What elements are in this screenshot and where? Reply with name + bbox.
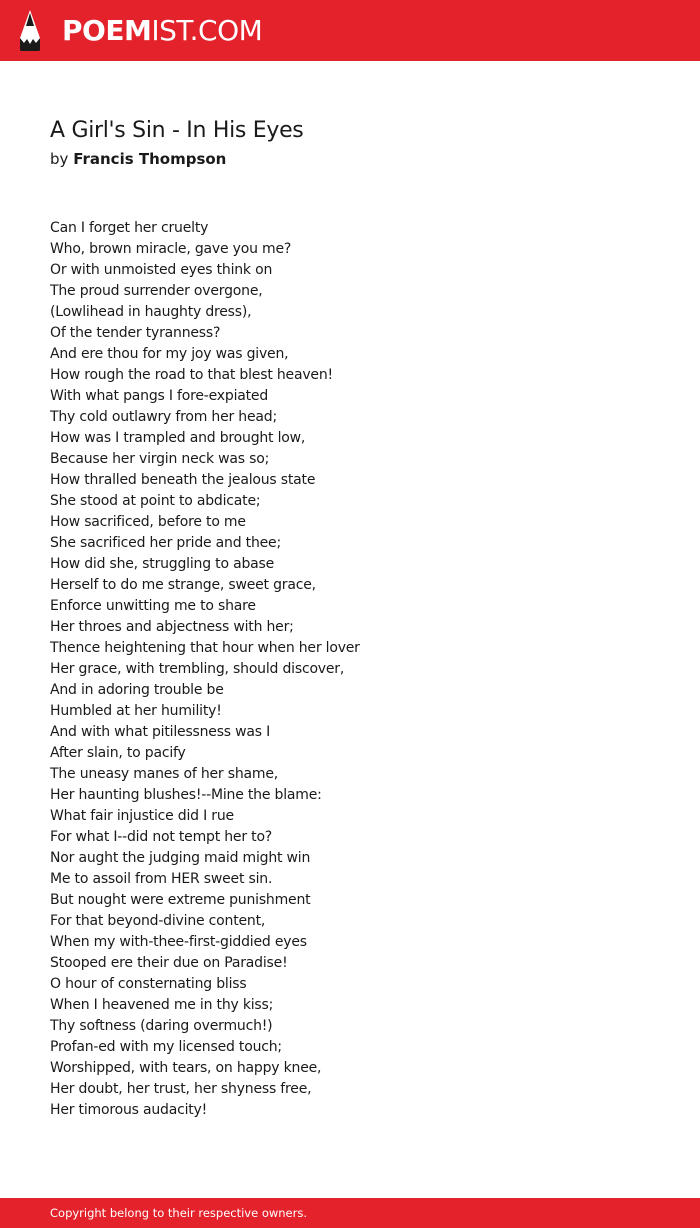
pen-nib-logo-icon[interactable] [17,9,43,52]
poem-line: And with what pitilessness was I [50,724,271,740]
poem-line: How did she, struggling to abase [50,556,275,572]
site-header [0,0,700,61]
logo-bold-part: POEM [62,14,152,47]
poem-body [50,218,670,1121]
poem-line: Her timorous audacity! [50,1102,208,1118]
poem-line: How rough the road to that blest heaven! [50,367,333,383]
poem-line: Worshipped, with tears, on happy knee, [50,1060,322,1076]
site-footer [0,1198,700,1228]
poem-line: Enforce unwitting me to share [50,598,256,614]
poem-line: The uneasy manes of her shame, [50,766,278,782]
copyright-text: Copyright belong to their respective owners. [50,1206,308,1220]
poem-line: Herself to do me strange, sweet grace, [50,577,316,593]
poem-line: Me to assoil from HER sweet sin. [50,871,273,887]
poem-line: Her haunting blushes!--Mine the blame: [50,787,322,803]
poem-line: How sacrificed, before to me [50,514,246,530]
poem-line: When I heavened me in thy kiss; [50,997,274,1013]
poem-line: O hour of consternating bliss [50,976,247,992]
poem-line: Her throes and abjectness with her; [50,619,294,635]
poem-line: She stood at point to abdicate; [50,493,261,509]
poem-author: Francis Thompson [73,150,227,168]
poem-line: For what I--did not tempt her to? [50,829,273,845]
poem-line: Profan-ed with my licensed touch; [50,1039,282,1055]
poem-line: But nought were extreme punishment [50,892,311,908]
poem-line: When my with-thee-first-giddied eyes [50,934,307,950]
poem-line: Or with unmoisted eyes think on [50,262,273,278]
poem-line: Nor aught the judging maid might win [50,850,311,866]
poem-line: How was I trampled and brought low, [50,430,306,446]
poem-line: Thence heightening that hour when her lover [50,640,360,656]
poem-line: The proud surrender overgone, [50,283,263,299]
poem-line: Because her virgin neck was so; [50,451,270,467]
poem-line: Her doubt, her trust, her shyness free, [50,1081,312,1097]
poem-line: Of the tender tyranness? [50,325,221,341]
poem-line: (Lowlihead in haughty dress), [50,304,252,320]
logo-light-part: IST.COM [151,14,263,47]
poem-line: Humbled at her humility! [50,703,222,719]
poem-line: What fair injustice did I rue [50,808,234,824]
poem-line: Her grace, with trembling, should discover, [50,661,345,677]
poem-line: With what pangs I fore-expiated [50,388,269,404]
poem-title: A Girl's Sin - In His Eyes [50,118,304,143]
by-label: by [50,150,69,168]
poem-line: Thy softness (daring overmuch!) [50,1018,273,1034]
poem-line: How thralled beneath the jealous state [50,472,316,488]
poem-line: Can I forget her cruelty [50,220,209,236]
poem-line: After slain, to pacify [50,745,186,761]
poem-line: She sacrificed her pride and thee; [50,535,281,551]
poem-line: Thy cold outlawry from her head; [50,409,277,425]
site-logo-text[interactable] [62,11,262,51]
poem-byline [50,148,226,170]
poem-line: And ere thou for my joy was given, [50,346,289,362]
poem-line: And in adoring trouble be [50,682,224,698]
poem-line: For that beyond-divine content, [50,913,266,929]
poem-line: Stooped ere their due on Paradise! [50,955,288,971]
poem-line: Who, brown miracle, gave you me? [50,241,292,257]
